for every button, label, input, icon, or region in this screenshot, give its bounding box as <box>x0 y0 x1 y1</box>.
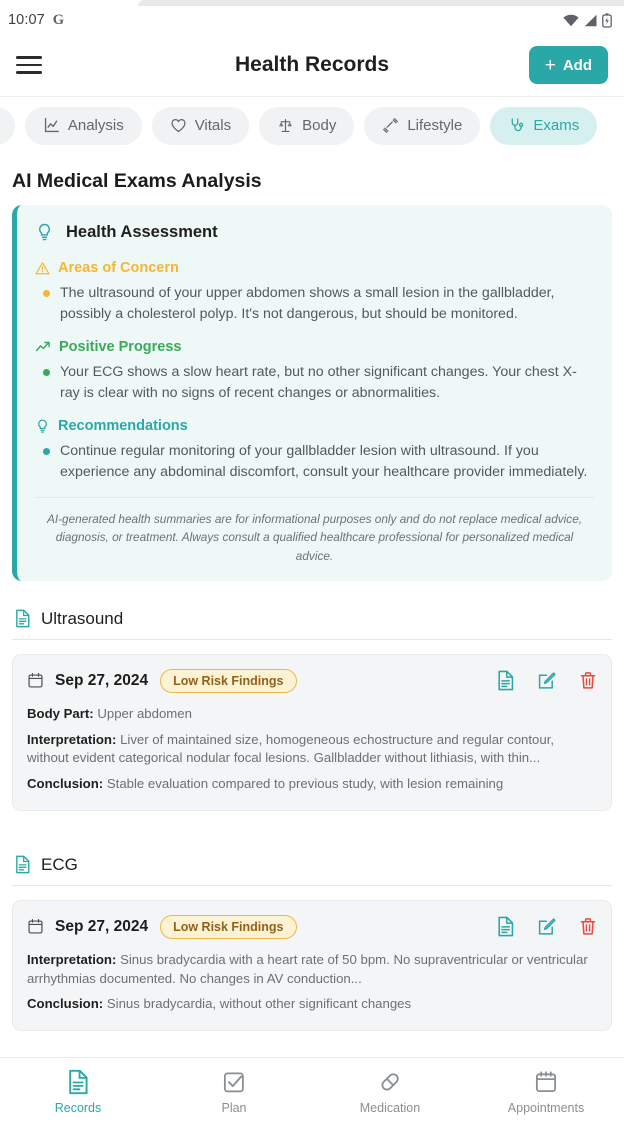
document-icon <box>14 855 31 874</box>
trending-up-icon <box>35 339 51 355</box>
app-bar <box>0 34 624 96</box>
bullet-dot-icon <box>43 290 50 297</box>
cellular-signal-icon <box>583 14 598 27</box>
status-bar <box>0 6 624 34</box>
document-icon[interactable] <box>496 670 515 691</box>
record-header-row <box>27 915 597 939</box>
record-header-row <box>27 669 597 693</box>
delete-icon[interactable] <box>579 670 597 691</box>
assessment-section-recommendations <box>35 418 594 483</box>
concern-header <box>35 260 594 276</box>
ecg-section-header <box>12 849 612 885</box>
record-field-label: Interpretation: <box>27 731 117 747</box>
section-spacer <box>12 819 612 849</box>
nav-label-medication: Medication <box>359 1100 421 1115</box>
checkbox-icon <box>222 1069 246 1095</box>
health-assessment-card <box>12 205 612 581</box>
bullet-dot-icon <box>43 369 50 376</box>
exam-record-card[interactable] <box>12 654 612 811</box>
scales-icon <box>277 117 294 134</box>
concern-bullet <box>35 283 594 325</box>
google-glyph-icon: G <box>52 11 65 28</box>
browser-tab-edge <box>138 0 624 6</box>
stethoscope-icon <box>508 117 525 134</box>
bullet-dot-icon <box>43 448 50 455</box>
assessment-section-positive <box>35 339 594 404</box>
bottom-navigation <box>0 1057 624 1125</box>
calendar-icon <box>534 1069 558 1095</box>
document-lines-icon <box>66 1069 90 1095</box>
record-field-value: Liver of maintained size, homogeneous echostructure and regular contour, without evident categorical nodular focal lesions. Gallbladder without lithiasis, with thin... <box>27 731 555 766</box>
hamburger-menu-icon[interactable] <box>16 50 46 80</box>
nav-item-plan[interactable] <box>156 1069 312 1115</box>
record-actions <box>496 670 597 691</box>
tab-exams[interactable] <box>490 107 597 145</box>
add-button-label: Add <box>562 56 592 74</box>
record-field-value: Sinus bradycardia, without other significant changes <box>106 996 412 1012</box>
record-field <box>27 731 597 768</box>
status-bar-right <box>563 13 612 28</box>
assessment-header <box>35 223 594 242</box>
category-tab-strip[interactable] <box>0 96 624 154</box>
record-field <box>27 775 597 794</box>
status-badge: Low Risk Findings <box>160 669 296 693</box>
concern-label: Areas of Concern <box>58 260 179 276</box>
ultrasound-title: Ultrasound <box>41 608 124 628</box>
status-time: 10:07 <box>8 12 45 28</box>
tab-vitals-label: Vitals <box>194 117 232 134</box>
record-field-label: Interpretation: <box>27 951 117 967</box>
record-field <box>27 951 597 988</box>
nav-label-plan: Plan <box>221 1100 247 1115</box>
exam-record-card[interactable] <box>12 900 612 1031</box>
line-chart-icon <box>43 117 60 134</box>
record-field-label: Body Part: <box>27 705 94 721</box>
positive-label: Positive Progress <box>59 339 182 356</box>
battery-icon <box>602 13 612 28</box>
tab-analysis-label: Analysis <box>67 117 124 134</box>
recommendations-header <box>35 418 594 434</box>
tab-exams-label: Exams <box>533 117 580 134</box>
recommendations-label: Recommendations <box>58 418 188 435</box>
card-divider <box>35 497 594 498</box>
record-field-value: Upper abdomen <box>97 705 192 721</box>
exam-section-ecg <box>12 849 612 1031</box>
add-button[interactable] <box>529 46 608 84</box>
tab-body[interactable] <box>259 107 354 145</box>
edit-icon[interactable] <box>537 670 557 691</box>
ecg-title: ECG <box>41 854 78 874</box>
nav-item-records[interactable] <box>0 1069 156 1115</box>
document-icon[interactable] <box>496 916 515 937</box>
tab-vitals[interactable] <box>152 107 249 145</box>
page-title: Health Records <box>234 53 390 76</box>
record-field-value: Stable evaluation compared to previous study, with lesion remaining <box>106 776 504 792</box>
section-heading: AI Medical Exams Analysis <box>12 170 262 192</box>
delete-icon[interactable] <box>579 916 597 937</box>
browser-chrome-sliver <box>0 0 624 6</box>
nav-item-medication[interactable] <box>312 1069 468 1115</box>
assessment-title: Health Assessment <box>66 223 218 241</box>
hamburger-bar <box>16 71 42 73</box>
assessment-section-concern <box>35 260 594 325</box>
section-rule <box>12 639 612 640</box>
calendar-icon <box>27 672 44 689</box>
record-field-value: Sinus bradycardia with a heart rate of 50 bpm. No supraventricular or ventricular arrhythmias documented. No changes in AV conduction... <box>27 951 588 986</box>
recommendations-bullet <box>35 441 594 483</box>
positive-bullet <box>35 362 594 404</box>
section-rule <box>12 885 612 886</box>
positive-header <box>35 339 594 355</box>
tab-body-label: Body <box>302 117 337 134</box>
positive-bullet-text: Your ECG shows a slow heart rate, but no other significant changes. Your chest X-ray is clear with no signs of recent changes or abnormalities. <box>60 364 577 402</box>
concern-bullet-text: The ultrasound of your upper abdomen shows a small lesion in the gallbladder, possibly a cholesterol polyp. It's not dangerous, but should be monitored. <box>60 285 555 323</box>
record-date-group <box>27 672 148 690</box>
lightbulb-icon <box>35 419 50 434</box>
record-field <box>27 705 597 724</box>
nav-label-records: Records <box>54 1100 102 1115</box>
pill-icon <box>378 1069 402 1095</box>
hamburger-bar <box>16 56 42 58</box>
record-field <box>27 995 597 1014</box>
main-content <box>0 154 624 1057</box>
tab-lifestyle[interactable] <box>364 107 480 145</box>
nav-item-appointments[interactable] <box>468 1069 624 1115</box>
ai-disclaimer: AI-generated health summaries are for informational purposes only and do not replace medical advice, diagnosis, or treatment. Always consult a qualified healthcare professional for personalized medical advice. <box>46 512 583 563</box>
record-field-label: Conclusion: <box>27 776 104 792</box>
record-date: Sep 27, 2024 <box>55 917 149 935</box>
tab-lifestyle-label: Lifestyle <box>407 117 463 134</box>
tab-analysis[interactable] <box>25 107 142 145</box>
document-icon <box>14 609 31 628</box>
record-date: Sep 27, 2024 <box>55 671 149 689</box>
plus-icon: + <box>544 54 556 76</box>
tab-history[interactable] <box>0 107 15 145</box>
edit-icon[interactable] <box>537 916 557 937</box>
record-actions <box>496 916 597 937</box>
wifi-icon <box>563 14 579 27</box>
heart-icon <box>170 117 187 134</box>
status-badge: Low Risk Findings <box>160 915 296 939</box>
hamburger-bar <box>16 64 42 66</box>
record-date-group <box>27 918 148 936</box>
ultrasound-section-header <box>12 603 612 639</box>
status-bar-left <box>8 12 64 29</box>
recommendations-bullet-text: Continue regular monitoring of your gallbladder lesion with ultrasound. If you experience any abdominal discomfort, consult your healthcare provider immediately. <box>60 443 588 481</box>
calendar-icon <box>27 918 44 935</box>
record-field-label: Conclusion: <box>27 996 104 1012</box>
dumbbell-icon <box>382 117 399 134</box>
lightbulb-icon <box>35 223 54 242</box>
warning-triangle-icon <box>35 261 50 276</box>
nav-label-appointments: Appointments <box>507 1100 585 1115</box>
exam-section-ultrasound <box>12 603 612 811</box>
